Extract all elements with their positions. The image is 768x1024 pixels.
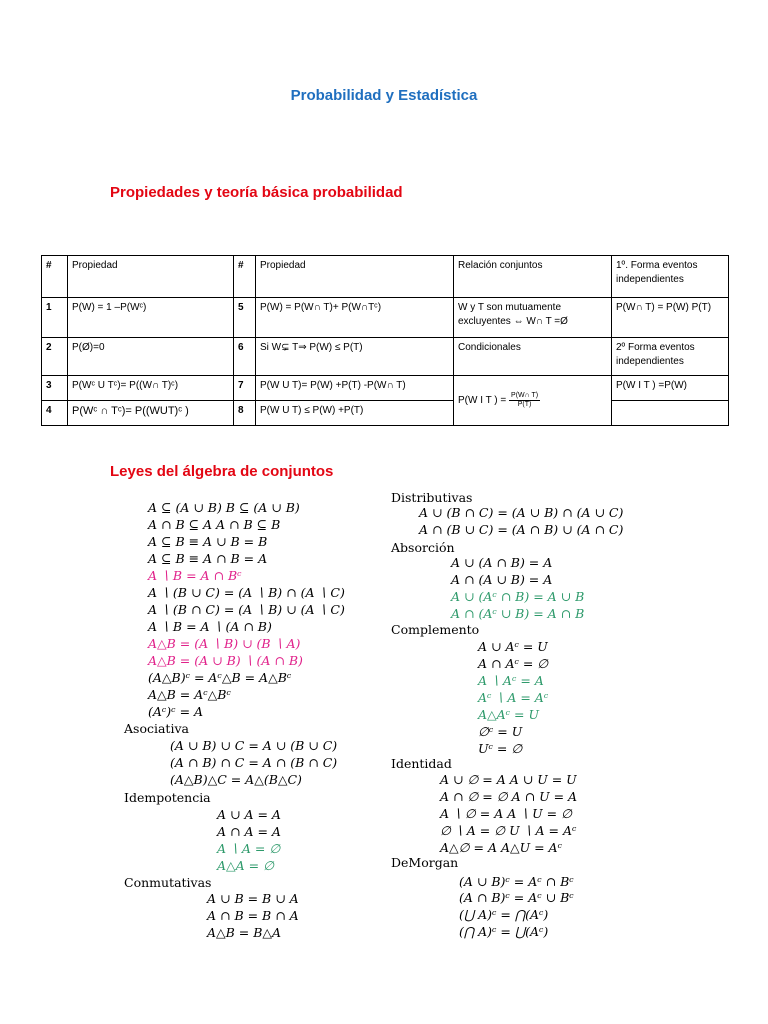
table-cell: 3 bbox=[42, 376, 68, 401]
section-complemento: Complemento bbox=[391, 622, 480, 637]
law-line: A ∪ A = A bbox=[217, 807, 281, 822]
law-line: A ∩ (A ∪ B) = A bbox=[451, 572, 553, 587]
table-cell: 7 bbox=[234, 376, 256, 401]
law-line: A ∪ (A ∩ B) = A bbox=[451, 555, 553, 570]
law-line: (⋃ A)ᶜ = ⋂(Aᶜ) bbox=[459, 907, 549, 922]
table-cell: 8 bbox=[234, 401, 256, 426]
section-identidad: Identidad bbox=[391, 756, 452, 771]
law-line: A ⊆ B ≡ A ∩ B = A bbox=[148, 551, 268, 566]
law-line: A ⊆ B ≡ A ∪ B = B bbox=[148, 534, 268, 549]
table-cell: 1 bbox=[42, 298, 68, 338]
section-idempotencia: Idempotencia bbox=[124, 790, 211, 805]
law-line: A△∅ = A A△U = Aᶜ bbox=[440, 840, 562, 855]
table-cell: P(Ø)=0 bbox=[68, 338, 234, 376]
law-line: A ∖ Aᶜ = A bbox=[478, 673, 544, 688]
law-line: ∅ᶜ = U bbox=[478, 724, 523, 739]
law-line: (A ∪ B) ∪ C = A ∪ (B ∪ C) bbox=[170, 738, 338, 753]
law-line: A ∩ (Aᶜ ∪ B) = A ∩ B bbox=[451, 606, 585, 621]
law-line: (A ∪ B)ᶜ = Aᶜ ∩ Bᶜ bbox=[459, 874, 574, 889]
law-line: A ⊆ (A ∪ B) B ⊆ (A ∪ B) bbox=[148, 500, 300, 515]
law-line: A ∖ B = A ∩ Bᶜ bbox=[148, 568, 242, 583]
fraction-denominator: P(T) bbox=[517, 401, 532, 408]
table-cell: Condicionales bbox=[454, 338, 612, 376]
table-cell: P(W U T)= P(W) +P(T) -P(W∩ T) bbox=[256, 376, 454, 401]
section-asociativa: Asociativa bbox=[124, 721, 189, 736]
table-cell: Si W⊊ T⇒ P(W) ≤ P(T) bbox=[256, 338, 454, 376]
section-conmutativas: Conmutativas bbox=[124, 875, 212, 890]
header-cell: 1º. Forma eventos independientes bbox=[612, 256, 729, 298]
header-cell: # bbox=[42, 256, 68, 298]
law-line: A ∪ B = B ∪ A bbox=[207, 891, 299, 906]
fraction-numerator: P(W∩ T) bbox=[511, 392, 539, 399]
law-line: Uᶜ = ∅ bbox=[478, 741, 523, 756]
table-cell: P(W) = P(W∩ T)+ P(W∩Tᶜ) bbox=[256, 298, 454, 338]
table-cell: P(W) = 1 –P(Wᶜ) bbox=[68, 298, 234, 338]
table-cell: W y T son mutuamente excluyentes ⇔ W∩ T =Ø bbox=[454, 298, 612, 338]
law-line: A ∩ (B ∪ C) = (A ∩ B) ∪ (A ∩ C) bbox=[419, 522, 624, 537]
law-line: ∅ ∖ A = ∅ U ∖ A = Aᶜ bbox=[440, 823, 577, 838]
law-line: A ∪ (B ∩ C) = (A ∪ B) ∩ (A ∪ C) bbox=[419, 505, 624, 520]
law-line: A ∖ (B ∩ C) = (A ∖ B) ∪ (A ∖ C) bbox=[148, 602, 345, 617]
header-cell: Propiedad bbox=[68, 256, 234, 298]
law-line: A ∖ ∅ = A A ∖ U = ∅ bbox=[440, 806, 573, 821]
law-line: A ∖ B = A ∖ (A ∩ B) bbox=[148, 619, 272, 634]
header-cell: Relación conjuntos bbox=[454, 256, 612, 298]
table-cell: P(Wᶜ ∩ Tᶜ)= P((WUT)ᶜ ) bbox=[68, 401, 234, 426]
law-line: (A ∩ B)ᶜ = Aᶜ ∪ Bᶜ bbox=[459, 890, 574, 905]
law-line: A ∩ B ⊆ A A ∩ B ⊆ B bbox=[148, 517, 281, 532]
law-line: A ∩ Aᶜ = ∅ bbox=[478, 656, 549, 671]
table-cell: P(W U T) ≤ P(W) +P(T) bbox=[256, 401, 454, 426]
table-cell: 4 bbox=[42, 401, 68, 426]
law-line: A ∪ (Aᶜ ∩ B) = A ∪ B bbox=[451, 589, 585, 604]
law-line: A ∩ B = B ∩ A bbox=[207, 908, 299, 923]
law-line: A ∩ ∅ = ∅ A ∩ U = A bbox=[440, 789, 578, 804]
law-line: (A△B)ᶜ = Aᶜ△B = A△Bᶜ bbox=[148, 670, 292, 685]
law-line: A△B = B△A bbox=[207, 925, 282, 940]
law-line: A△B = (A ∪ B) ∖ (A ∩ B) bbox=[148, 653, 303, 668]
law-line: (⋂ A)ᶜ = ⋃(Aᶜ) bbox=[459, 924, 549, 939]
law-line: A ∪ ∅ = A A ∪ U = U bbox=[440, 772, 577, 787]
law-line: A ∖ (B ∪ C) = (A ∖ B) ∩ (A ∖ C) bbox=[148, 585, 345, 600]
law-line: A△B = (A ∖ B) ∪ (B ∖ A) bbox=[148, 636, 301, 651]
table-cell: 2º Forma eventos independientes bbox=[612, 338, 729, 376]
heading-properties: Propiedades y teoría básica probabilidad bbox=[110, 184, 403, 201]
law-line: (A ∩ B) ∩ C = A ∩ (B ∩ C) bbox=[170, 755, 338, 770]
table-cell: P(W∩ T) = P(W) P(T) bbox=[612, 298, 729, 338]
section-demorgan: DeMorgan bbox=[391, 855, 459, 870]
heading-laws: Leyes del álgebra de conjuntos bbox=[110, 463, 334, 480]
law-line: A ∩ A = A bbox=[217, 824, 281, 839]
law-line: (A△B)△C = A△(B△C) bbox=[170, 772, 302, 787]
law-line: A△B = Aᶜ△Bᶜ bbox=[148, 687, 231, 702]
law-line: (Aᶜ)ᶜ = A bbox=[148, 704, 204, 719]
law-line: Aᶜ ∖ A = Aᶜ bbox=[478, 690, 549, 705]
law-line: A△A = ∅ bbox=[217, 858, 274, 873]
conditional-label: P(W I T ) = bbox=[458, 395, 507, 407]
section-absorcion: Absorción bbox=[391, 540, 455, 555]
table-cell: 6 bbox=[234, 338, 256, 376]
header-cell: # bbox=[234, 256, 256, 298]
table-cell: 2 bbox=[42, 338, 68, 376]
header-cell: Propiedad bbox=[256, 256, 454, 298]
page-title: Probabilidad y Estadística bbox=[290, 87, 478, 104]
law-line: A ∪ Aᶜ = U bbox=[478, 639, 548, 654]
law-line: A△Aᶜ = U bbox=[478, 707, 540, 722]
table-cell: 5 bbox=[234, 298, 256, 338]
law-line: A ∖ A = ∅ bbox=[217, 841, 281, 856]
table-cell: P(W I T ) =P(W) bbox=[612, 376, 729, 401]
section-distributivas: Distributivas bbox=[391, 490, 473, 505]
table-cell: P(Wᶜ U Tᶜ)= P((W∩ T)ᶜ) bbox=[68, 376, 234, 401]
